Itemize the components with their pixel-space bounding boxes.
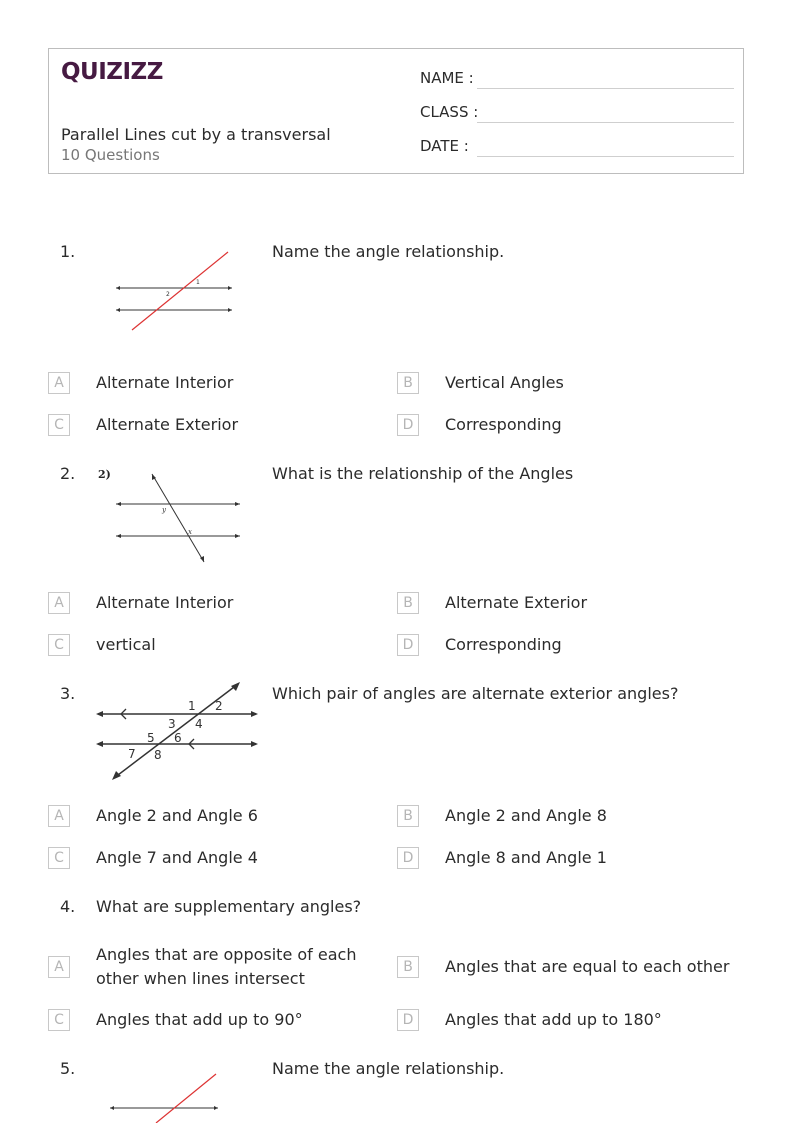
q3-option-c-letter[interactable]: C — [48, 847, 70, 869]
q2-option-c-letter[interactable]: C — [48, 634, 70, 656]
q4-option-d-letter[interactable]: D — [397, 1009, 419, 1031]
angle-label-3: 3 — [168, 717, 176, 731]
q3-option-b-text[interactable]: Angle 2 and Angle 8 — [445, 806, 607, 825]
angle-label-5: 5 — [147, 731, 155, 745]
q3-option-a-text[interactable]: Angle 2 and Angle 6 — [96, 806, 258, 825]
q3-option-a-letter[interactable]: A — [48, 805, 70, 827]
name-label: NAME : — [420, 69, 474, 87]
question-4-number: 4. — [60, 897, 76, 916]
q3-option-b-letter[interactable]: B — [397, 805, 419, 827]
class-label: CLASS : — [420, 103, 479, 121]
name-line[interactable] — [477, 88, 734, 89]
angle-label-8: 8 — [154, 748, 162, 762]
class-field[interactable] — [420, 103, 734, 127]
angle-label-y: y — [162, 506, 166, 514]
angle-label-6: 6 — [174, 731, 182, 745]
question-3-figure — [94, 678, 260, 784]
q2-option-c-text[interactable]: vertical — [96, 635, 156, 654]
date-field[interactable] — [420, 137, 734, 161]
q1-option-c-letter[interactable]: C — [48, 414, 70, 436]
question-2-number: 2. — [60, 464, 76, 483]
q1-option-b-text[interactable]: Vertical Angles — [445, 373, 564, 392]
question-3-text: Which pair of angles are alternate exterior angles? — [272, 684, 679, 703]
question-1-text: Name the angle relationship. — [272, 242, 505, 261]
q3-option-c-text[interactable]: Angle 7 and Angle 4 — [96, 848, 258, 867]
question-4-text: What are supplementary angles? — [96, 897, 362, 916]
angle-label-2: 2 — [215, 699, 223, 713]
angle-label-1: 1 — [196, 279, 200, 286]
question-2-figure — [96, 464, 246, 568]
angle-label-7: 7 — [128, 747, 136, 761]
q1-option-a-text[interactable]: Alternate Interior — [96, 373, 234, 392]
angle-label-x: x — [188, 528, 192, 536]
date-label: DATE : — [420, 137, 469, 155]
q2-option-d-text[interactable]: Corresponding — [445, 635, 562, 654]
q3-option-d-letter[interactable]: D — [397, 847, 419, 869]
q1-option-c-text[interactable]: Alternate Exterior — [96, 415, 239, 434]
q4-option-c-text[interactable]: Angles that add up to 90° — [96, 1010, 303, 1029]
angle-label-2: 2 — [166, 291, 170, 298]
question-5-figure — [104, 1068, 224, 1123]
q4-option-c-letter[interactable]: C — [48, 1009, 70, 1031]
q3-option-d-text[interactable]: Angle 8 and Angle 1 — [445, 848, 607, 867]
q4-option-d-text[interactable]: Angles that add up to 180° — [445, 1010, 662, 1029]
figure-2-tag: 2) — [98, 468, 111, 481]
q1-option-d-letter[interactable]: D — [397, 414, 419, 436]
question-1-number: 1. — [60, 242, 76, 261]
worksheet-header — [48, 48, 744, 174]
q4-option-b-letter[interactable]: B — [397, 956, 419, 978]
angle-label-1: 1 — [188, 699, 196, 713]
angle-label-4: 4 — [195, 717, 203, 731]
q4-option-a-letter[interactable]: A — [48, 956, 70, 978]
q2-option-b-text[interactable]: Alternate Exterior — [445, 593, 588, 612]
q1-option-d-text[interactable]: Corresponding — [445, 415, 562, 434]
q2-option-b-letter[interactable]: B — [397, 592, 419, 614]
q1-option-b-letter[interactable]: B — [397, 372, 419, 394]
question-5-text: Name the angle relationship. — [272, 1059, 505, 1078]
q1-option-a-letter[interactable]: A — [48, 372, 70, 394]
q4-option-a-text[interactable]: Angles that are opposite of each other when lines intersect — [96, 945, 357, 988]
question-5-number: 5. — [60, 1059, 76, 1078]
q2-option-a-letter[interactable]: A — [48, 592, 70, 614]
date-line[interactable] — [477, 156, 734, 157]
name-field[interactable] — [420, 69, 734, 93]
quizizz-logo: QUIZIZZ — [61, 59, 163, 85]
question-2-text: What is the relationship of the Angles — [272, 464, 574, 483]
worksheet-title: Parallel Lines cut by a transversal — [61, 125, 331, 144]
question-1-figure — [110, 246, 240, 338]
question-count: 10 Questions — [61, 146, 160, 164]
class-line[interactable] — [477, 122, 734, 123]
q2-option-a-text[interactable]: Alternate Interior — [96, 593, 234, 612]
q2-option-d-letter[interactable]: D — [397, 634, 419, 656]
question-3-number: 3. — [60, 684, 76, 703]
q4-option-b-text[interactable]: Angles that are equal to each other — [445, 957, 730, 976]
